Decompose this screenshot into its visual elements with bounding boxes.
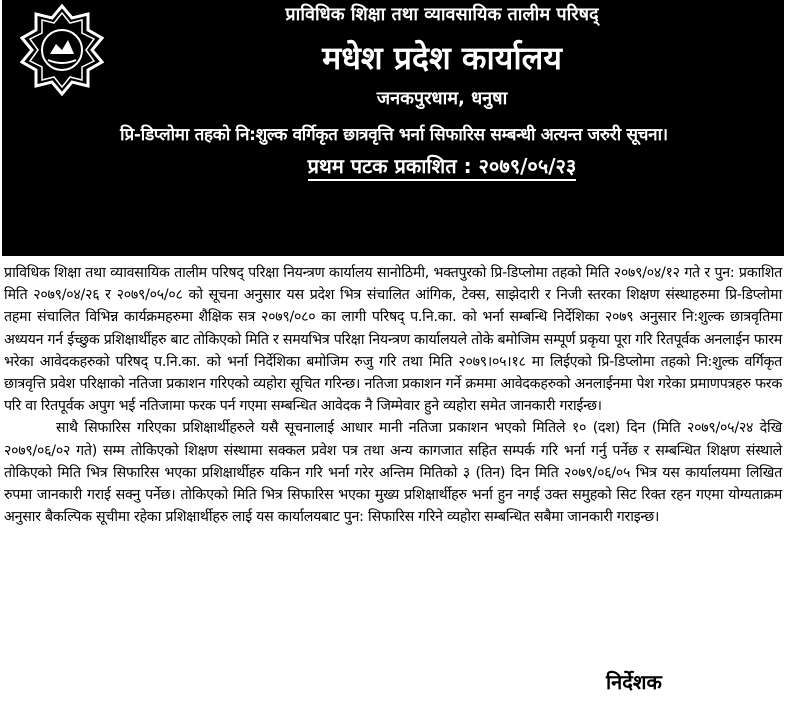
notice-title: प्रि-डिप्लोमा तहको नि:शुल्क वर्गिकृत छात्रवृत्ति भर्ना सिफारिस सम्बन्धी अत्यन्त जरुरी सूचना। xyxy=(120,125,668,145)
notice-paragraph-2: साथै सिफारिस गरिएका प्रशिक्षार्थीहरुले यसै सूचनालाई आधार मानी नतिजा प्रकाशन भएको मितिले १० (दश) दिन (मिति २०७९/०५/२४ देखि २०७९/०६/०२ गते) सम्म तोकिएको शिक्षण संस्थामा सक्कल प्रवेश पत्र तथा अन्य कागजात सहित सम्पर्क गरि भर्ना गर्नु पर्नेछ र सम्बन्धित शिक्षण संस्थाले तोकिएको मिति भित्र सिफारिस भएका प्रशिक्षार्थीहरु यकिन गरि भर्ना गरेर अन्तिम मितिको ३ (तिन) दिन मिति २०७९/०६/०५ भित्र यस कार्यालयमा लिखित रुपमा जानकारी गराई सक्नु पर्नेछ। तोकिएको मिति भित्र सिफारिस भएका मुख्य प्रशिक्षार्थीहरु भर्ना हुन नगई उक्त समुहको सिट रिक्त रहन गएमा योग्यताक्रम अनुसार बैकल्पिक सूचीमा रहेका प्रशिक्षार्थीहरु लाई यस कार्यालयबाट पुन: सिफारिस गरिने व्यहोरा सम्बन्धित सबैमा जानकारी गराइन्छ। xyxy=(4,420,782,526)
notice-header xyxy=(2,0,784,256)
council-name: प्राविधिक शिक्षा तथा व्यावसायिक तालीम परिषद् xyxy=(285,4,599,25)
publication-date: प्रथम पटक प्रकाशित : २०७९/०५/२३ xyxy=(308,154,577,181)
signature-title: निर्देशक xyxy=(606,670,662,694)
office-location: जनकपुरधाम, धनुषा xyxy=(376,88,508,109)
notice-paragraph-1: प्राविधिक शिक्षा तथा व्यावसायिक तालीम परिषद् परिक्षा नियन्त्रण कार्यालय सानोठिमी, भक्तपुरको प्रि-डिप्लोमा तहको मिति २०७९/०४/१२ गते र पुन: प्रकाशित मिति २०७९/०४/२६ र २०७९/०५/०८ को सूचना अनुसार यस प्रदेश भित्र संचालित आंगिक, टेक्स, साझेदारी र निजी स्तरका शिक्षण संस्थाहरुमा प्रि-डिप्लोमा तहमा संचालित विभिन्न कार्यक्रमहरुमा शैक्षिक सत्र २०७९/०८० का लागी परिषद् प.नि.का. को भर्ना सम्बन्धि निर्देशिका २०७९ अनुसार नि:शुल्क छात्रवृतिमा अध्ययन गर्न ईच्छुक प्रशिक्षार्थीहरु बाट तोकिएको मिति र समयभित्र परिक्षा नियन्त्रण कार्यालयले तोके बमोजिम सम्पूर्ण प्रकृया पूरा गरि रितपूर्वक अनलाईन फारम भरेका आवेदकहरुको परिषद् प.नि.का. को भर्ना निर्देशिका बमोजिम रुजु गरि तथा मिति २०७९।०५।१८ मा लिईएको प्रि-डिप्लोमा तहको नि:शुल्क वर्गिकृत छात्रवृत्ति प्रवेश परिक्षाको नतिजा प्रकाशन गरिएको व्यहोरा सूचित गरिन्छ। नतिजा प्रकाशन गर्ने क्रममा आवेदकहरुको अनलाईनमा पेश गरेका प्रमाणपत्रहरु फरक परि वा रितपूर्वक अपुग भई नतिजामा फरक पर्न गएमा सम्बन्धित आवेदक नै जिम्मेवार हुने व्यहोरा समेत जानकारी गराईन्छ। xyxy=(4,265,782,415)
notice-body xyxy=(4,262,782,528)
publication-line xyxy=(122,152,762,179)
nepal-emblem-icon xyxy=(20,4,104,96)
office-name: मधेश प्रदेश कार्यालय xyxy=(322,39,562,77)
